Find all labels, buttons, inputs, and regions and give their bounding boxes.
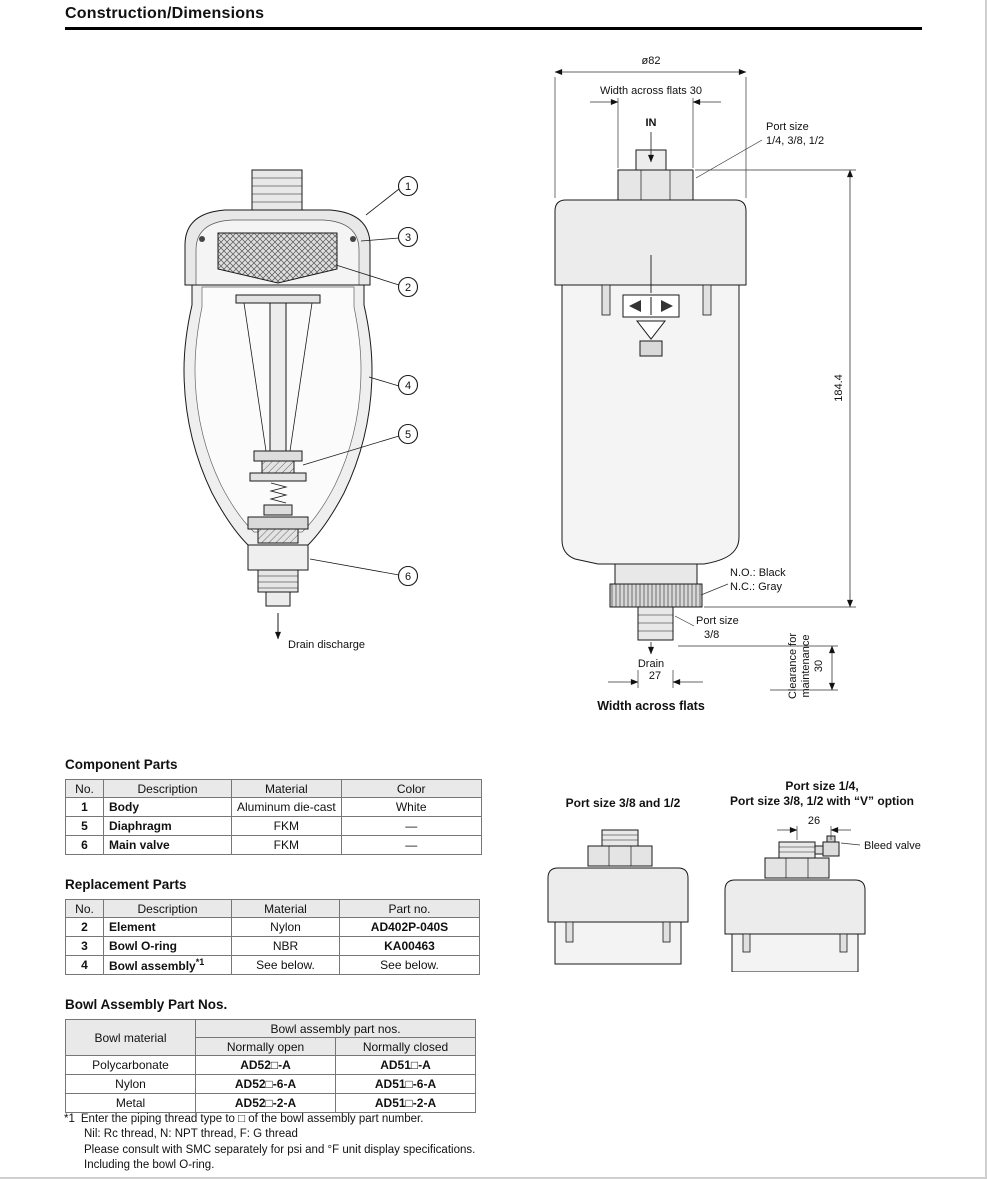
seal-dot-left <box>199 236 205 242</box>
part-number: AD51□-A <box>336 1056 476 1075</box>
part-color: White <box>341 798 481 817</box>
table-row <box>66 956 480 975</box>
column-header: Bowl material <box>66 1020 196 1056</box>
callout-2-number: 2 <box>404 282 412 294</box>
bowl-assembly-table <box>65 1019 476 1113</box>
top-port <box>252 170 302 210</box>
footnote-marker: *1 <box>64 1113 75 1125</box>
part-description: Bowl O-ring <box>104 937 232 956</box>
part-no: 5 <box>66 817 104 836</box>
component-parts-title: Component Parts <box>65 757 178 772</box>
replacement-parts-table <box>65 899 480 975</box>
table-row <box>66 918 480 937</box>
dim-30-label: 30 <box>813 659 825 673</box>
callout-3-number: 3 <box>404 232 412 244</box>
part-no: 2 <box>66 918 104 937</box>
dim-27-label: 27 <box>648 670 662 682</box>
part-material: FKM <box>232 817 342 836</box>
callout-6-number: 6 <box>404 571 412 583</box>
part-number: AD402P-040S <box>340 918 480 937</box>
footnote-line-2: Nil: Rc thread, N: NPT thread, F: G thread <box>84 1128 298 1141</box>
callout-1-number: 1 <box>404 181 412 193</box>
port-variant-left-figure <box>528 822 718 972</box>
table-row <box>66 1075 476 1094</box>
callout-4 <box>369 376 418 395</box>
column-header: Description <box>104 780 232 798</box>
part-number: KA00463 <box>340 937 480 956</box>
table-row <box>66 836 482 855</box>
table-row <box>66 798 482 817</box>
bowl-material: Metal <box>66 1094 196 1113</box>
footnotes <box>64 1112 604 1173</box>
column-header: Normally closed <box>336 1038 476 1056</box>
table-row <box>66 937 480 956</box>
no-black-label: N.O.: Black <box>730 567 786 579</box>
column-header: Part no. <box>340 900 480 918</box>
dim-height-label: 184.4 <box>833 374 845 402</box>
component-parts-table <box>65 779 482 855</box>
column-header: No. <box>66 900 104 918</box>
part-number: AD52□-A <box>196 1056 336 1075</box>
part-number: AD51□-6-A <box>336 1075 476 1094</box>
dim-26-label: 26 <box>807 815 821 827</box>
callout-6 <box>310 559 418 586</box>
bleed-valve-label: Bleed valve <box>864 840 921 852</box>
callout-5-number: 5 <box>404 429 412 441</box>
page-title: Construction/Dimensions <box>65 5 922 30</box>
port-variant-left-caption: Port size 3/8 and 1/2 <box>565 796 681 810</box>
drain-discharge-label: Drain discharge <box>288 639 366 651</box>
drain-port-outline <box>638 607 673 640</box>
group-header: Bowl assembly part nos. <box>196 1020 476 1038</box>
product-outline <box>555 150 746 640</box>
figure-caption: Width across flats <box>597 699 705 713</box>
part-material: Nylon <box>232 918 340 937</box>
nc-gray-label: N.C.: Gray <box>730 581 782 593</box>
column-header: Description <box>104 900 232 918</box>
port-size-drain-value: 3/8 <box>704 629 720 641</box>
callout-4-number: 4 <box>404 380 412 392</box>
part-color: — <box>341 817 481 836</box>
bowl-material: Nylon <box>66 1075 196 1094</box>
table-row <box>66 1094 476 1113</box>
part-no: 4 <box>66 956 104 975</box>
clearance-label-1: Clearance for <box>787 632 799 700</box>
part-material: FKM <box>232 836 342 855</box>
footnote-line-1: Enter the piping thread type to □ of the bowl assembly part number. <box>80 1113 424 1125</box>
part-number: AD51□-2-A <box>336 1094 476 1113</box>
footnote-line-3: Please consult with SMC separately for psi and °F unit display specifications. <box>84 1143 476 1156</box>
footnote-line-4: Including the bowl O-ring. <box>84 1158 215 1171</box>
part-number: AD52□-2-A <box>196 1094 336 1113</box>
part-color: — <box>341 836 481 855</box>
part-material: Aluminum die-cast <box>232 798 342 817</box>
part-description: Main valve <box>104 836 232 855</box>
part-description: Bowl assembly$^{*1}$ <box>104 956 232 975</box>
drain-label: Drain <box>637 658 665 670</box>
seal-dot-right <box>350 236 356 242</box>
port-variant-right-caption: Port size 1/4, Port size 3/8, 1/2 with “V” option <box>729 779 915 808</box>
part-material: NBR <box>232 937 340 956</box>
in-label: IN <box>645 117 657 129</box>
part-no: 1 <box>66 798 104 817</box>
part-number: See below. <box>340 956 480 975</box>
drain-port <box>258 570 298 606</box>
column-header: Material <box>232 780 342 798</box>
column-header: Normally open <box>196 1038 336 1056</box>
bowl-material: Polycarbonate <box>66 1056 196 1075</box>
dim-diameter-label: ø82 <box>641 55 661 67</box>
indicator-ring <box>610 584 702 607</box>
replacement-parts-title: Replacement Parts <box>65 877 187 892</box>
column-header: No. <box>66 780 104 798</box>
part-description: Body <box>104 798 232 817</box>
bleed-valve <box>815 836 839 856</box>
port-variant-right-figure <box>692 812 962 972</box>
part-description: Diaphragm <box>104 817 232 836</box>
column-header: Material <box>232 900 340 918</box>
part-no: 6 <box>66 836 104 855</box>
port-size-drain-label: Port size <box>696 615 739 627</box>
table-row <box>66 817 482 836</box>
port-size-top-label: Port size <box>766 121 809 133</box>
table-row <box>66 1056 476 1075</box>
part-number: AD52□-6-A <box>196 1075 336 1094</box>
part-no: 3 <box>66 937 104 956</box>
footnote-ref: *1 <box>195 957 205 967</box>
dim-flats-top-label: Width across flats 30 <box>599 85 703 97</box>
part-description: Element <box>104 918 232 937</box>
dimension-diagram <box>538 50 958 722</box>
callout-1 <box>366 177 418 216</box>
part-material: See below. <box>232 956 340 975</box>
port-size-top-values: 1/4, 3/8, 1/2 <box>766 135 825 147</box>
column-header: Color <box>341 780 481 798</box>
construction-diagram <box>140 155 450 675</box>
bowl-assembly-title: Bowl Assembly Part Nos. <box>65 997 228 1012</box>
clearance-label-2: maintenance <box>800 634 812 698</box>
